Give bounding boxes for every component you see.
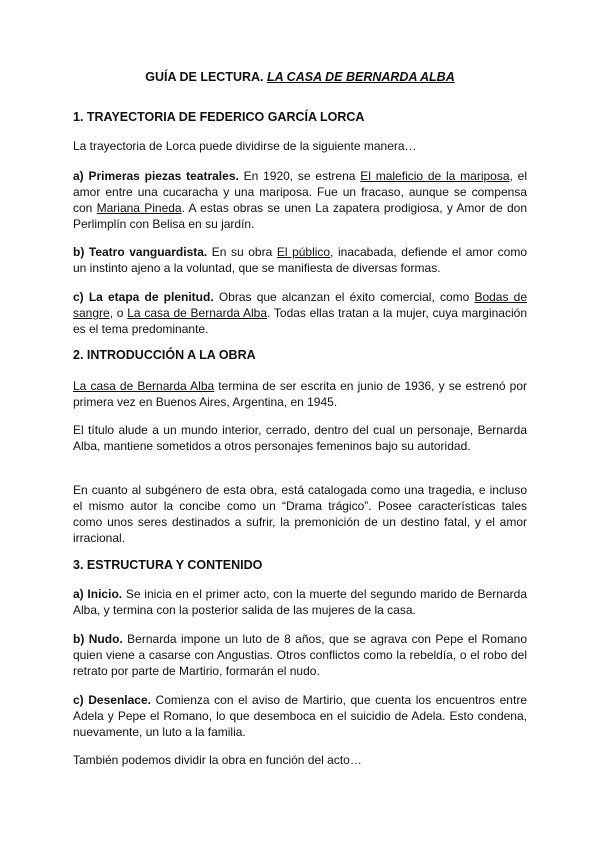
link-la-casa-2: La casa de Bernarda Alba: [73, 379, 215, 393]
link-el-publico: El público: [276, 245, 331, 259]
item-desenlace-text: Comienza con el aviso de Martirio, que cuenta los encuentros entre Adela y Pepe el Romano, lo que desemboca en el suicidio de Adela. Esto condena, nuevamente, un luto a la familia.: [73, 693, 527, 739]
link-bodas-de-sangre: Bodas de sangre: [73, 290, 527, 320]
item-c-text-2: , o: [109, 306, 128, 320]
item-c-label: c) La etapa de plenitud.: [73, 290, 214, 304]
document-title: [0, 70, 600, 84]
item-b-label: b) Teatro vanguardista.: [73, 245, 208, 259]
section-1-item-a: [73, 168, 527, 232]
section-3-item-a: [73, 586, 527, 618]
title-prefix: GUÍA DE LECTURA.: [145, 70, 264, 84]
item-a-text-1: En 1920, se estrena: [238, 169, 361, 183]
item-b-text-2: , inacabada, defiende el amor como un instinto ajeno a la voluntad, que se manifiesta de diversas formas.: [73, 245, 527, 275]
section-3-item-b: [73, 631, 527, 679]
section-3-item-c: [73, 692, 527, 740]
section-1-heading: 1. TRAYECTORIA DE FEDERICO GARCÍA LORCA: [73, 110, 365, 124]
item-nudo-label: b) Nudo.: [73, 632, 123, 646]
item-a-label: a) Primeras piezas teatrales.: [73, 169, 239, 183]
item-inicio-text: Se inicia en el primer acto, con la muerte del segundo marido de Bernarda Alba, y termina con la posterior salida de las mujeres de la casa.: [73, 587, 527, 617]
item-c-text-1: Obras que alcanzan el éxito comercial, como: [213, 290, 475, 304]
section-2-para-2: El título alude a un mundo interior, cerrado, dentro del cual un personaje, Bernarda Alba, mantiene sometidos a otros personajes femeninos bajo su autoridad.: [73, 423, 527, 453]
link-el-maleficio: El maleficio de la mariposa: [360, 169, 510, 183]
section-3-heading: 3. ESTRUCTURA Y CONTENIDO: [73, 558, 263, 572]
item-a-text-2: , el amor entre una cucaracha y una mariposa. Fue un fracaso, aunque se compensa con: [73, 169, 527, 215]
item-nudo-text: Bernarda impone un luto de 8 años, que se agrava con Pepe el Romano quien viene a casarse con Angustias. Otros conflictos como la rebeldía, o el robo del retrato por parte de Martirio, formarán el nudo.: [73, 632, 527, 678]
section-3-closing: También podemos dividir la obra en función del acto…: [73, 753, 362, 767]
item-desenlace-label: c) Desenlace.: [73, 693, 151, 707]
section-2-para-3: En cuanto al subgénero de esta obra, está catalogada como una tragedia, e incluso el mismo autor la concibe como un “Drama trágico”. Posee características tales como unos seres destinados a sufrir, la premonición de un destino fatal, y el amor irracional.: [73, 483, 527, 545]
section-1-intro: La trayectoria de Lorca puede dividirse de la siguiente manera…: [73, 139, 417, 153]
item-inicio-label: a) Inicio.: [73, 587, 123, 601]
link-mariana-pineda: Mariana Pineda: [96, 201, 182, 215]
section-2-para-1-text: termina de ser escrita en junio de 1936, y se estrenó por primera vez en Buenos Aires, Argentina, en 1945.: [73, 379, 527, 409]
title-work: LA CASA DE BERNARDA ALBA: [267, 70, 455, 84]
item-a-text-3: . A estas obras se unen La zapatera prodigiosa, y Amor de don Perlimplín con Belisa en su jardín.: [73, 201, 527, 231]
section-2-para-1: [73, 378, 527, 410]
item-b-text-1: En su obra: [207, 245, 277, 259]
section-1-item-b: [73, 244, 527, 276]
section-2-heading: 2. INTRODUCCIÓN A LA OBRA: [73, 348, 256, 362]
section-1-item-c: [73, 289, 527, 337]
item-c-text-3: . Todas ellas tratan a la mujer, cuya marginación es el tema predominante.: [73, 306, 527, 336]
link-la-casa: La casa de Bernarda Alba: [127, 306, 268, 320]
